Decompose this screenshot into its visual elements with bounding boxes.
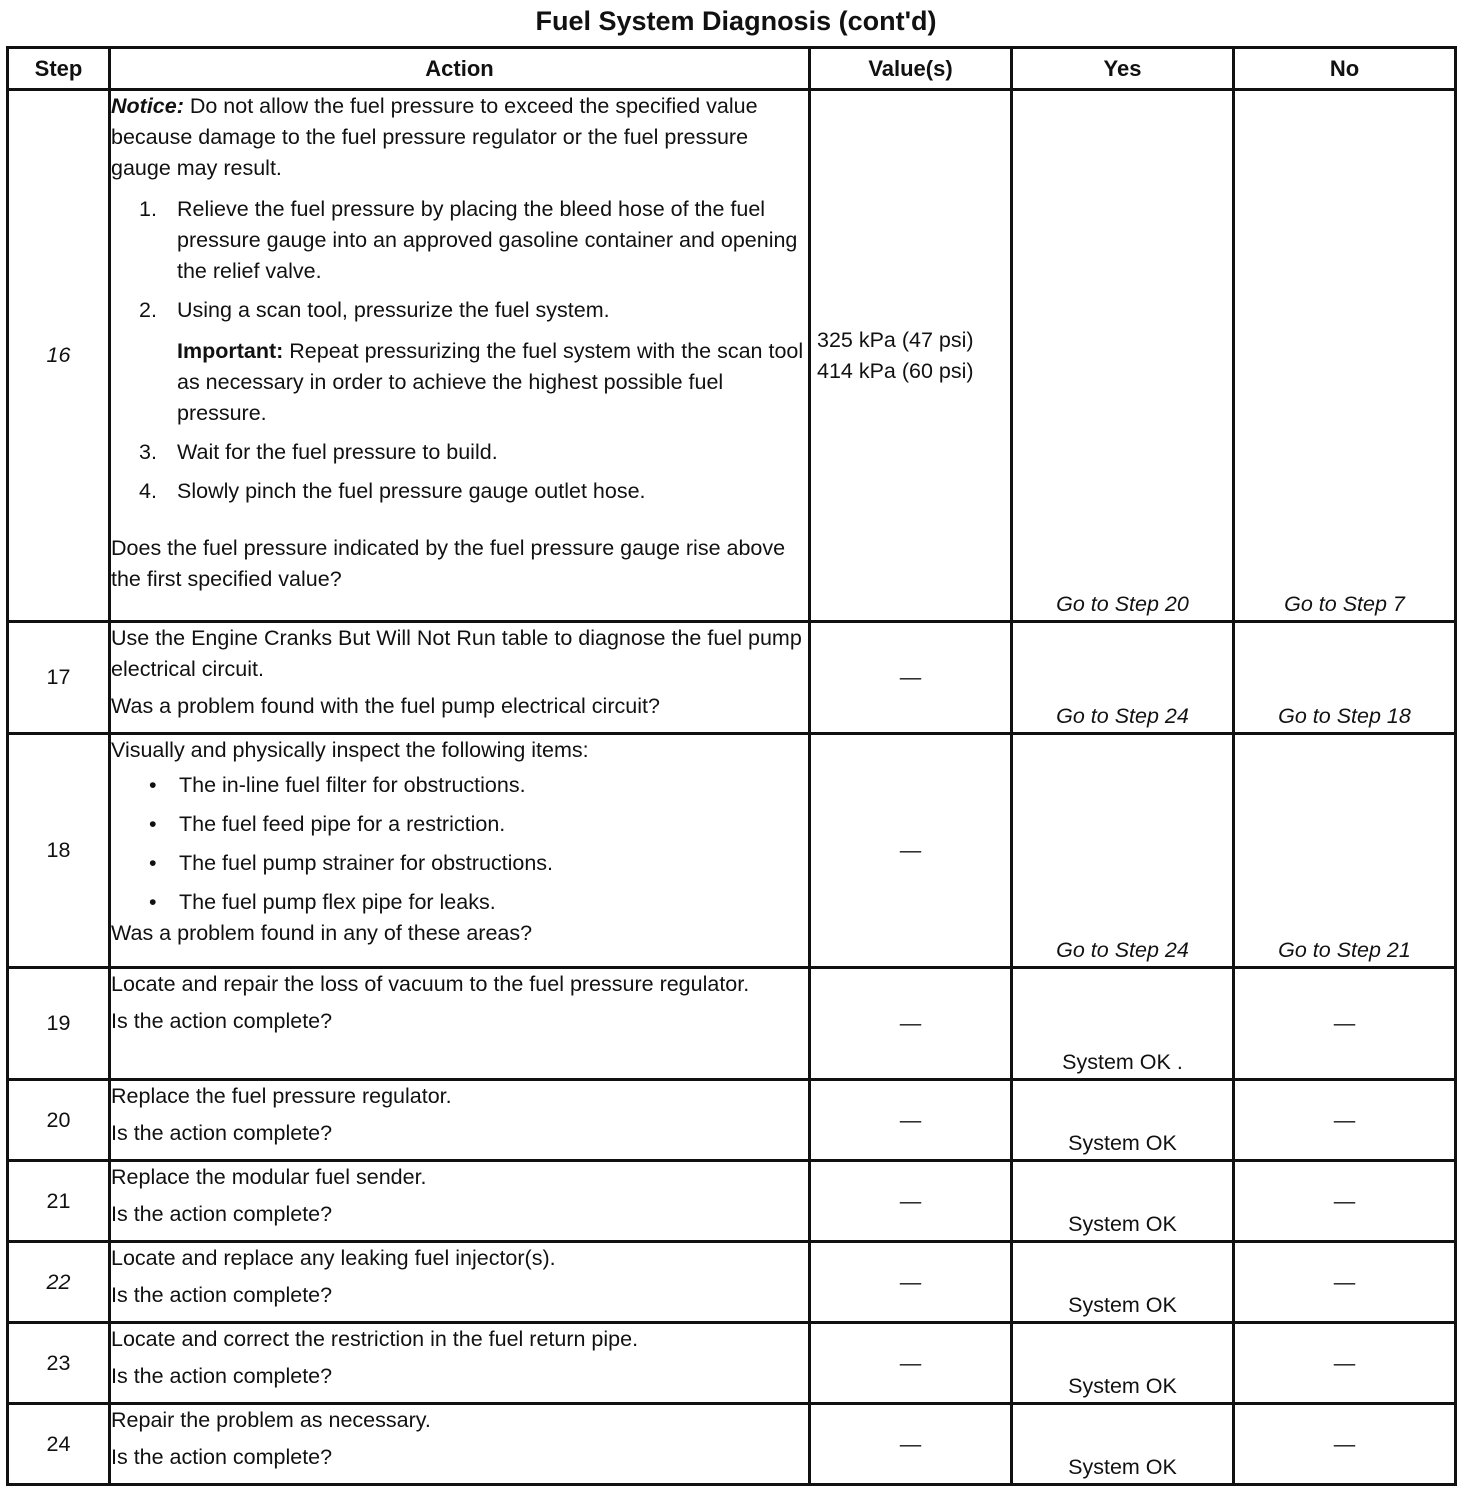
no-cell: Go to Step 21 bbox=[1234, 734, 1456, 968]
action-text: Replace the fuel pressure regulator. bbox=[111, 1084, 452, 1108]
no-cell: — bbox=[1234, 1080, 1456, 1161]
notice-paragraph bbox=[111, 91, 808, 184]
notice-text: Do not allow the fuel pressure to exceed the specified value because damage to the fuel pressure regulator or the fuel pressure gauge may result. bbox=[111, 94, 758, 180]
table-row bbox=[8, 1242, 1456, 1323]
action-cell bbox=[110, 968, 810, 1080]
no-cell: — bbox=[1234, 1323, 1456, 1404]
list-number: 3. bbox=[139, 440, 157, 464]
header-values: Value(s) bbox=[810, 48, 1012, 90]
list-item bbox=[111, 295, 808, 326]
step-number: 19 bbox=[8, 968, 110, 1080]
important-label: Important: bbox=[177, 339, 284, 363]
yes-cell: System OK . bbox=[1012, 968, 1234, 1080]
no-cell: — bbox=[1234, 1242, 1456, 1323]
bullet-mark: • bbox=[149, 773, 157, 797]
action-cell bbox=[110, 90, 810, 622]
no-cell: — bbox=[1234, 1161, 1456, 1242]
page-title: Fuel System Diagnosis (cont'd) bbox=[535, 6, 937, 36]
table-row bbox=[8, 1323, 1456, 1404]
question-text: Is the action complete? bbox=[111, 1202, 333, 1226]
no-cell: Go to Step 18 bbox=[1234, 622, 1456, 734]
table-row bbox=[8, 1080, 1456, 1161]
yes-cell: Go to Step 24 bbox=[1012, 734, 1234, 968]
procedure-list bbox=[111, 194, 808, 326]
table-row bbox=[8, 1161, 1456, 1242]
value-second: 414 kPa (60 psi) bbox=[817, 358, 974, 383]
header-no: No bbox=[1234, 48, 1456, 90]
step-number: 17 bbox=[8, 622, 110, 734]
values-cell: — bbox=[810, 968, 1012, 1080]
action-cell bbox=[110, 1323, 810, 1404]
list-item bbox=[111, 887, 808, 918]
no-cell: — bbox=[1234, 1404, 1456, 1485]
action-text: Locate and replace any leaking fuel injector(s). bbox=[111, 1246, 556, 1270]
list-item bbox=[111, 809, 808, 840]
action-cell bbox=[110, 1080, 810, 1161]
no-cell: — bbox=[1234, 968, 1456, 1080]
bullet-mark: • bbox=[149, 812, 157, 836]
yes-cell: System OK bbox=[1012, 1161, 1234, 1242]
step-number: 16 bbox=[8, 90, 110, 622]
values-cell: — bbox=[810, 1404, 1012, 1485]
notice-label: Notice: bbox=[111, 94, 184, 118]
list-number: 2. bbox=[139, 298, 157, 322]
action-text: Locate and repair the loss of vacuum to the fuel pressure regulator. bbox=[111, 972, 750, 996]
step-number: 21 bbox=[8, 1161, 110, 1242]
table-row bbox=[8, 1404, 1456, 1485]
action-cell bbox=[110, 1161, 810, 1242]
yes-cell: Go to Step 24 bbox=[1012, 622, 1234, 734]
header-yes: Yes bbox=[1012, 48, 1234, 90]
action-text: Replace the modular fuel sender. bbox=[111, 1165, 427, 1189]
yes-cell: System OK bbox=[1012, 1404, 1234, 1485]
table-row bbox=[8, 90, 1456, 622]
list-text: Slowly pinch the fuel pressure gauge outlet hose. bbox=[177, 479, 646, 503]
list-item bbox=[111, 437, 808, 468]
procedure-list bbox=[111, 437, 808, 507]
action-cell bbox=[110, 1404, 810, 1485]
action-text: Use the Engine Cranks But Will Not Run table to diagnose the fuel pump electrical circuit. bbox=[111, 626, 802, 681]
step-number: 23 bbox=[8, 1323, 110, 1404]
yes-cell: Go to Step 20 bbox=[1012, 90, 1234, 622]
list-text: The in-line fuel filter for obstructions. bbox=[179, 773, 526, 797]
values-cell: — bbox=[810, 1323, 1012, 1404]
question-text: Is the action complete? bbox=[111, 1121, 333, 1145]
list-item bbox=[111, 848, 808, 879]
action-text: Repair the problem as necessary. bbox=[111, 1408, 431, 1432]
header-step: Step bbox=[8, 48, 110, 90]
diagnosis-table bbox=[6, 46, 1457, 1486]
values-cell: — bbox=[810, 1161, 1012, 1242]
question-text: Is the action complete? bbox=[111, 1009, 333, 1033]
list-item bbox=[111, 476, 808, 507]
action-text: Visually and physically inspect the following items: bbox=[111, 738, 589, 762]
step-number: 18 bbox=[8, 734, 110, 968]
yes-cell: System OK bbox=[1012, 1323, 1234, 1404]
bullet-mark: • bbox=[149, 890, 157, 914]
list-text: The fuel pump flex pipe for leaks. bbox=[179, 890, 496, 914]
list-text: The fuel feed pipe for a restriction. bbox=[179, 812, 506, 836]
question-text: Is the action complete? bbox=[111, 1445, 333, 1469]
action-cell bbox=[110, 734, 810, 968]
step-number: 22 bbox=[8, 1242, 110, 1323]
yes-cell: System OK bbox=[1012, 1242, 1234, 1323]
list-text: Relieve the fuel pressure by placing the bleed hose of the fuel pressure gauge into an approved gasoline container and opening the relief valve. bbox=[177, 197, 798, 283]
step-number: 20 bbox=[8, 1080, 110, 1161]
table-row bbox=[8, 734, 1456, 968]
table-row bbox=[8, 622, 1456, 734]
list-text: The fuel pump strainer for obstructions. bbox=[179, 851, 554, 875]
list-text: Wait for the fuel pressure to build. bbox=[177, 440, 498, 464]
value-first: 325 kPa (47 psi) bbox=[817, 327, 974, 352]
list-item bbox=[111, 194, 808, 287]
list-number: 1. bbox=[139, 197, 157, 221]
no-cell: Go to Step 7 bbox=[1234, 90, 1456, 622]
values-cell: — bbox=[810, 1242, 1012, 1323]
question-text: Does the fuel pressure indicated by the fuel pressure gauge rise above the first specified value? bbox=[111, 536, 786, 591]
values-cell bbox=[810, 90, 1012, 622]
table-row bbox=[8, 968, 1456, 1080]
inspection-list bbox=[111, 770, 808, 918]
action-cell bbox=[110, 622, 810, 734]
yes-cell: System OK bbox=[1012, 1080, 1234, 1161]
question-text: Is the action complete? bbox=[111, 1283, 333, 1307]
list-item bbox=[111, 770, 808, 801]
values-cell: — bbox=[810, 1080, 1012, 1161]
action-text: Locate and correct the restriction in the fuel return pipe. bbox=[111, 1327, 639, 1351]
values-cell: — bbox=[810, 734, 1012, 968]
important-text: Repeat pressurizing the fuel system with the scan tool as necessary in order to achieve the highest possible fuel pressure. bbox=[177, 339, 804, 425]
header-action: Action bbox=[110, 48, 810, 90]
step-number: 24 bbox=[8, 1404, 110, 1485]
question-text: Is the action complete? bbox=[111, 1364, 333, 1388]
values-cell: — bbox=[810, 622, 1012, 734]
question-text: Was a problem found with the fuel pump electrical circuit? bbox=[111, 694, 660, 718]
header-row bbox=[8, 48, 1456, 90]
action-cell bbox=[110, 1242, 810, 1323]
list-number: 4. bbox=[139, 479, 157, 503]
list-text: Using a scan tool, pressurize the fuel system. bbox=[177, 298, 610, 322]
important-note bbox=[111, 336, 808, 429]
bullet-mark: • bbox=[149, 851, 157, 875]
question-text: Was a problem found in any of these areas? bbox=[111, 921, 533, 945]
